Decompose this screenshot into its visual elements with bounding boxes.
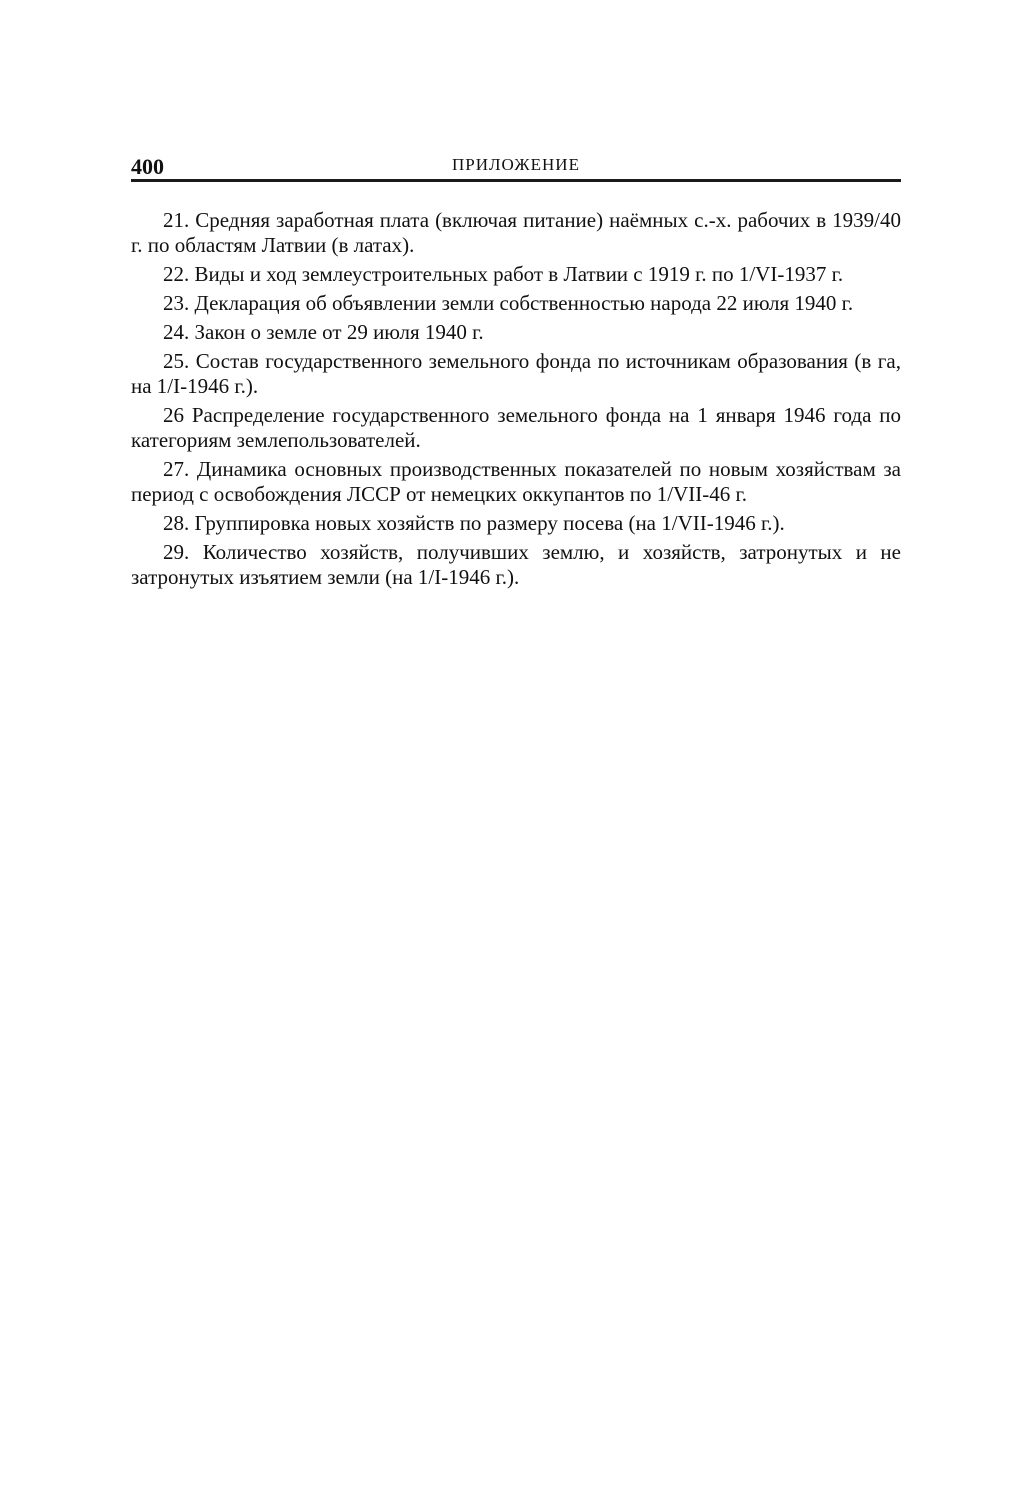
list-item: 27. Динамика основных производственных показателей по новым хозяйствам за период с освобождения ЛССР от немецких оккупантов по 1/VII-46 г. <box>131 457 901 506</box>
list-item: 29. Количество хозяйств, получивших землю, и хозяйств, затронутых и не затронутых изъятием земли (на 1/I-1946 г.). <box>131 540 901 589</box>
list-item: 26 Распределение государственного земельного фонда на 1 января 1946 года по категориям землепользователей. <box>131 403 901 452</box>
header-rule <box>131 179 901 182</box>
running-title: ПРИЛОЖЕНИЕ <box>452 155 580 174</box>
list-item: 22. Виды и ход землеустроительных работ в Латвии с 1919 г. по 1/VI-1937 г. <box>163 262 844 286</box>
list-item: 23. Декларация об объявлении земли собственностью народа 22 июля 1940 г. <box>163 291 854 315</box>
list-item: 21. Средняя заработная плата (включая питание) наёмных с.-х. рабочих в 1939/40 г. по областям Латвии (в латах). <box>131 208 901 257</box>
appendix-list <box>131 208 901 594</box>
page-number: 400 <box>131 154 164 179</box>
list-item: 28. Группировка новых хозяйств по размеру посева (на 1/VII-1946 г.). <box>163 511 785 535</box>
list-item: 25. Состав государственного земельного фонда по источникам образования (в га, на 1/I-1946 г.). <box>131 349 901 398</box>
page-header <box>131 150 901 180</box>
list-item: 24. Закон о земле от 29 июля 1940 г. <box>163 320 484 344</box>
